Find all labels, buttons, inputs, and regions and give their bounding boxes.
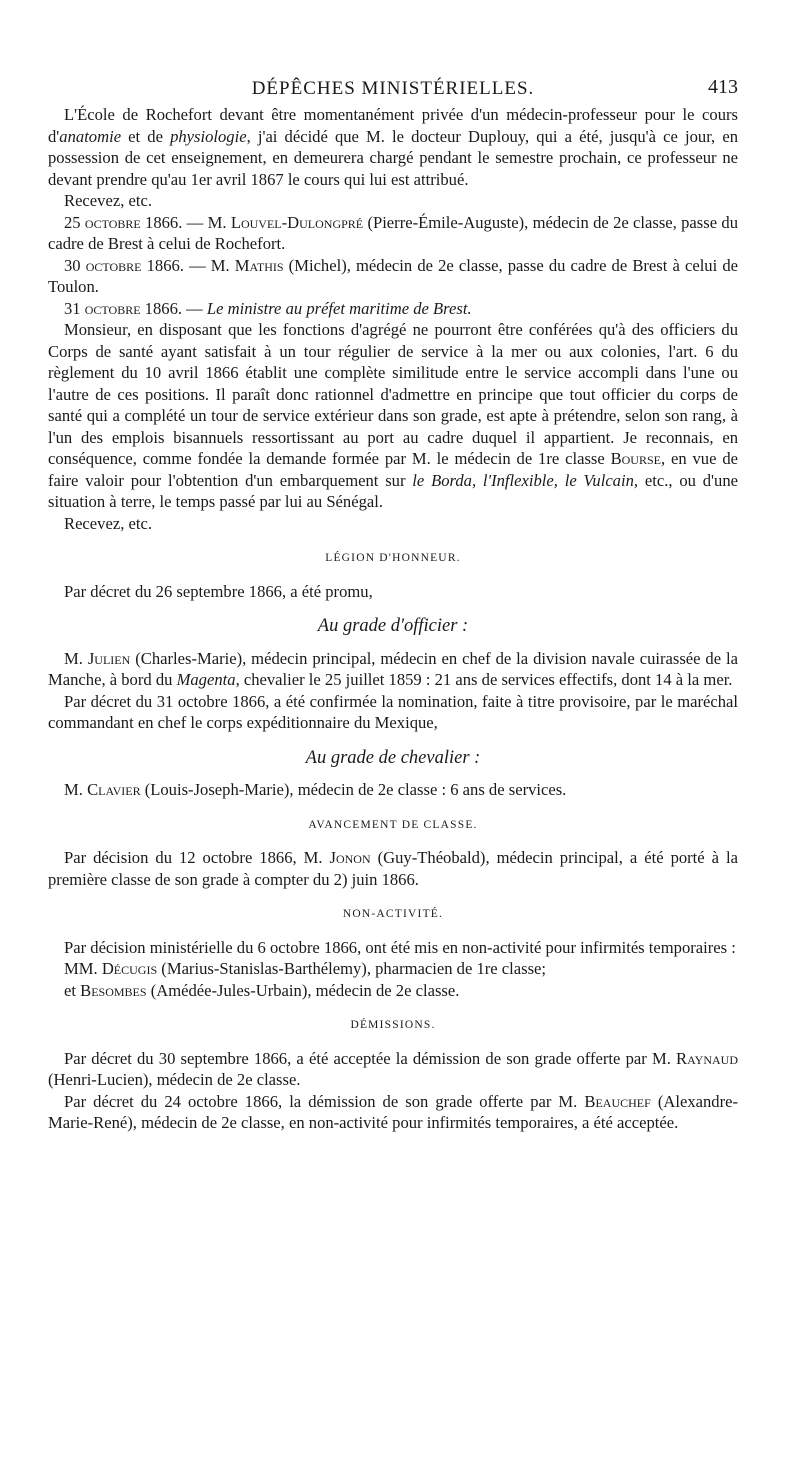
text: — M. (183, 255, 235, 275)
page-number: 413 (708, 76, 738, 98)
text: Par décision du 12 octobre 1866, M. (64, 848, 330, 867)
paragraph-legion-intro: Par décret du 26 septembre 1866, a été promu, (64, 581, 373, 601)
italic-term: anatomie (59, 126, 122, 146)
text: M. (64, 648, 88, 668)
text: et de (121, 126, 171, 146)
ship-names: le Borda, l'Inflexible, le Vulcain, (412, 470, 639, 490)
running-title: DÉPÊCHES MINISTÉRIELLES. (251, 78, 535, 99)
text: Monsieur, en disposant que les fonctions d'agrégé ne pourront être conférées qu'à des officiers du Corps de santé ayant satisfait à un tour régulier de service à la mer ou aux colonies, l'art. 6 du règlement du 10 avril 1866 établit une complète similitude entre le service accompli dans l'une ou l'autre de ces positions. Il paraît donc rationnel d'admettre en principe que tout officier du corps de santé qui a complété un tour de service extérieur dans son grade, est apte à prétendre, selon son rang, à l'un des emplois bisannuels ressortissant au port au cadre duquel il appartient. Je reconnais, en conséquence, comme fondée la demande formée par M. le médecin de 1re classe (48, 320, 738, 468)
person-name: Besombes (80, 980, 147, 1000)
section-heading-legion: LÉGION D'HONNEUR. (325, 552, 461, 564)
person-name: Beauchef (584, 1091, 651, 1111)
text: (Henri-Lucien), médecin de 2e classe. (48, 1070, 301, 1089)
person-name: Raynaud (676, 1048, 738, 1068)
subheading-knight: Au grade de chevalier : (305, 747, 481, 768)
text: L'École de Rochefort devant être momentanément privée d'un médecin-professeur pour le cours d' (48, 105, 738, 146)
text: M. (64, 780, 88, 799)
closing-formula: Recevez, etc. (64, 191, 152, 210)
paragraph-rochefort-school (48, 104, 738, 190)
subheading-officer: Au grade d'officier : (317, 616, 469, 636)
text: (Amédée-Jules-Urbain), médecin de 2e classe. (146, 980, 460, 1000)
date: 31 octobre 1866. (64, 298, 183, 318)
text: (Guy-Théobald), médecin principal, a été porté à la première classe de son grade à compter du 2) juin 1866. (48, 848, 738, 889)
paragraph-advancement (48, 847, 738, 890)
section-heading-non-activity: NON-ACTIVITÉ. (342, 908, 444, 920)
text: , en vue de faire valoir pour l'obtention d'un embarquement sur (48, 449, 738, 490)
text: Par décret du 30 septembre 1866, a été acceptée la démission de son grade offerte par M. (64, 1048, 677, 1068)
person-name: Décugis (101, 959, 158, 978)
paragraph-decree: Par décret du 31 octobre 1866, a été confirmée la nomination, faite à titre provisoire, par le maréchal commandant en chef le corps expéditionnaire du Mexique, (48, 691, 738, 732)
paragraph-louvel (48, 212, 738, 255)
paragraph-mathis (48, 255, 738, 298)
paragraph-knight (48, 779, 738, 801)
closing-formula: Recevez, etc. (64, 513, 152, 533)
text: — (182, 298, 207, 318)
page-body (48, 104, 738, 1134)
person-name: Clavier (87, 780, 141, 799)
person-name: Bourse (610, 449, 661, 468)
date: 25 octobre 1866. (64, 212, 183, 232)
paragraph-resignation (48, 1048, 738, 1091)
person-name: Jonon (329, 848, 371, 867)
person-name: Louvel-Dulongpré (230, 212, 364, 232)
text: (Pierre-Émile-Auguste), médecin de 2e classe, passe du cadre de Brest à celui de Rochefort. (48, 212, 738, 253)
text: — M. (182, 212, 231, 232)
document-page (48, 70, 738, 1134)
text: MM. (64, 959, 102, 978)
section-heading-resignations: DÉMISSIONS. (350, 1019, 436, 1031)
paragraph-dispatch-heading (48, 298, 738, 320)
text: (Charles-Marie), médecin principal, médecin en chef de la division navale cuirassée de la Manche, à bord du (48, 648, 739, 689)
paragraph-dispatch-body (48, 319, 738, 513)
text: (Alexandre-Marie-René), médecin de 2e classe, en non-activité pour infirmités temporaires, a été acceptée. (48, 1091, 738, 1132)
text: (Louis-Joseph-Marie), médecin de 2e classe : 6 ans de services. (140, 780, 567, 799)
text: , j'ai décidé que M. le docteur Duplouy, qui a été, jusqu'à ce jour, en possession de cet enseignement, en demeurera chargé pendant le semestre prochain, ce professeur ne devant prendre qu'au 1er avril 1867 le cours qui lui est attribué. (48, 126, 738, 189)
list-item (48, 980, 738, 1002)
text: (Michel), médecin de 2e classe, passe du cadre de Brest à celui de Toulon. (48, 255, 738, 296)
person-name: Mathis (234, 255, 284, 275)
text: etc., ou d'une situation à terre, le temps passé par lui au Sénégal. (48, 470, 738, 511)
section-heading-advancement: AVANCEMENT DE CLASSE. (308, 818, 478, 831)
text: et (64, 980, 81, 1000)
ship-name: Magenta (176, 670, 236, 689)
paragraph-officer (48, 648, 738, 691)
text: (Marius-Stanislas-Barthélemy), pharmacien de 1re classe; (157, 959, 547, 978)
paragraph-resignation (48, 1091, 738, 1134)
paragraph-non-activity: Par décision ministérielle du 6 octobre 1866, ont été mis en non-activité pour infirmités temporaires : (64, 937, 736, 957)
dispatch-title: Le ministre au préfet maritime de Brest. (206, 298, 472, 318)
date: 30 octobre 1866. (64, 255, 184, 275)
page-header (48, 70, 738, 104)
person-name: Julien (87, 648, 131, 668)
text: , chevalier le 25 juillet 1859 : 21 ans de services effectifs, dont 14 à la mer. (235, 670, 733, 689)
list-item (48, 958, 738, 980)
text: Par décret du 24 octobre 1866, la démission de son grade offerte par M. (64, 1091, 585, 1111)
italic-term: physiologie (170, 126, 247, 146)
